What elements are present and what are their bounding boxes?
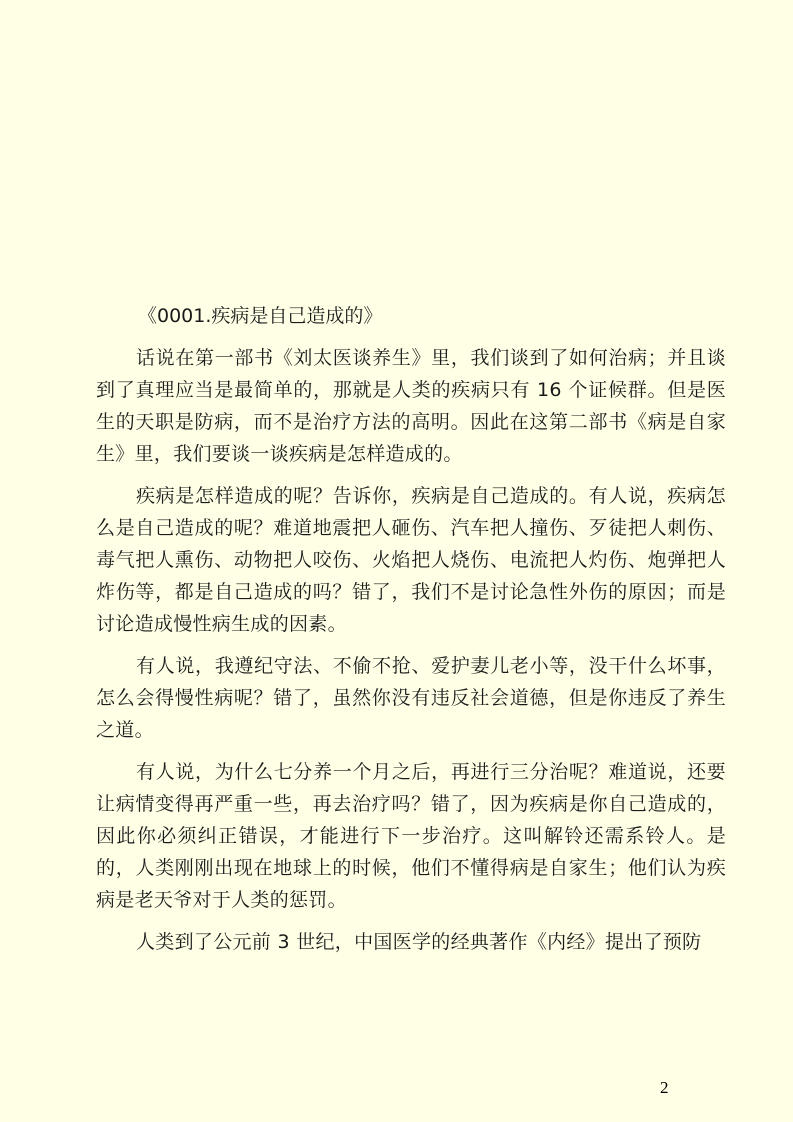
page-number: 2	[660, 1078, 669, 1097]
paragraph: 人类到了公元前 3 世纪，中国医学的经典著作《内经》提出了预防	[136, 931, 702, 953]
paragraph: 疾病是怎样造成的呢？告诉你，疾病是自己造成的。有人说，疾病怎么是自己造成的呢？难道地震把人砸伤、汽车把人撞伤、歹徒把人刺伤、毒气把人熏伤、动物把人咬伤、火焰把人烧伤、电流把人灼伤、炮弹把人炸伤等，都是自己造成的吗？错了，我们不是讨论急性外伤的原因；而是讨论造成慢性病生成的因素。	[96, 485, 726, 635]
paragraph: 有人说，我遵纪守法、不偷不抢、爱护妻儿老小等，没干什么坏事，怎么会得慢性病呢？错了，虽然你没有违反社会道德，但是你违反了养生之道。	[96, 655, 726, 741]
paragraph: 话说在第一部书《刘太医谈养生》里，我们谈到了如何治病；并且谈到了真理应当是最简单的，那就是人类的疾病只有 16 个证候群。但是医生的天职是防病，而不是治疗方法的高明。因此在这第二部书《病是自家生》里，我们要谈一谈疾病是怎样造成的。	[96, 347, 726, 465]
paragraph: 有人说，为什么七分养一个月之后，再进行三分治呢？难道说，还要让病情变得再严重一些，再去治疗吗？错了，因为疾病是你自己造成的，因此你必须纠正错误，才能进行下一步治疗。这叫解铃还需系铃人。是的，人类刚刚出现在地球上的时候，他们不懂得病是自家生；他们认为疾病是老天爷对于人类的惩罚。	[96, 761, 726, 911]
document-body	[96, 300, 726, 968]
section-title: 《0001.疾病是自己造成的》	[138, 305, 383, 327]
